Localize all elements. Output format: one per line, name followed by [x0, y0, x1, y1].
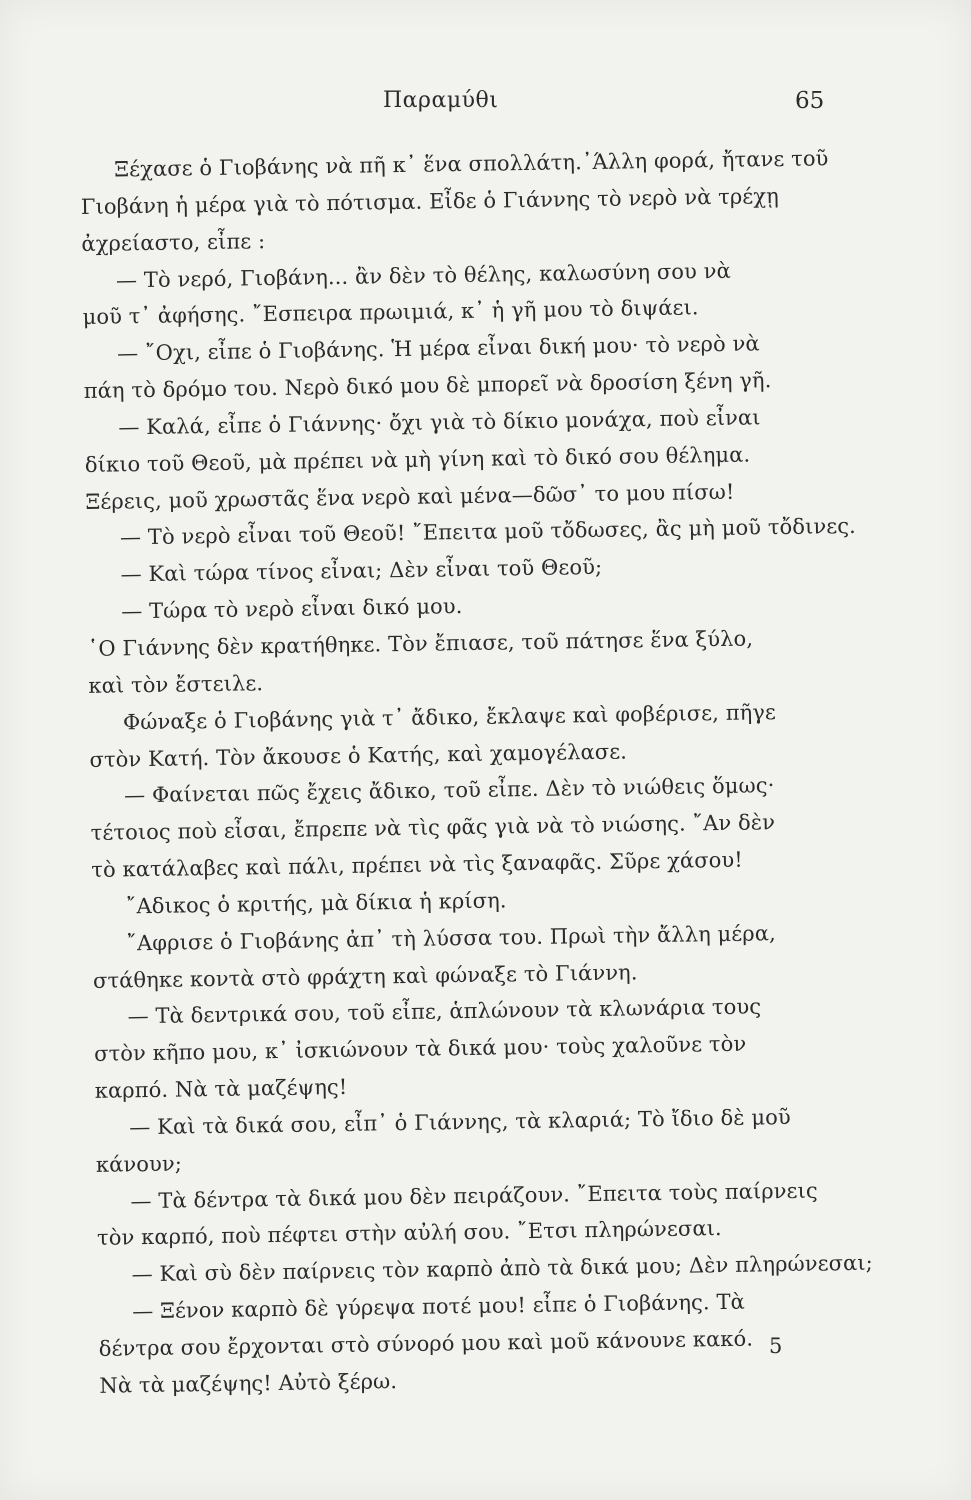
text-line: καρπό. Νὰ τὰ μαζέψης!	[94, 1075, 348, 1103]
text-line: τὸν καρπό, ποὺ πέφτει στὴν αὐλή σου. ῎Ετσι πληρώνεσαι.	[96, 1216, 722, 1251]
text-line: ῎Αφρισε ὁ Γιοβάνης ἀπ᾿ τὴ λύσσα του. Πρωὶ τὴν ἄλλη μέρα,	[126, 920, 776, 956]
text-line: — ῎Οχι, εἶπε ὁ Γιοβάνης. Ἡ μέρα εἶναι δική μου· τὸ νερὸ νὰ	[116, 331, 760, 366]
text-line: δέντρα σου ἔρχονται στὸ σύνορό μου καὶ μοῦ κάνουνε κακό.	[98, 1326, 754, 1361]
text-line: — Φαίνεται πῶς ἔχεις ἄδικο, τοῦ εἶπε. Δὲν τὸ νιώθεις ὅμως·	[123, 773, 775, 808]
text-line: Φώναξε ὁ Γιοβάνης γιὰ τ᾿ ἄδικο, ἔκλαψε καὶ φοβέρισε, πῆγε	[122, 699, 777, 735]
text-line: ῾Ο Γιάννης δὲν κρατήθηκε. Τὸν ἔπιασε, τοῦ πάτησε ἕνα ξύλο,	[87, 626, 754, 661]
text-line: Νὰ τὰ μαζέψης! Αὐτὸ ξέρω.	[99, 1369, 398, 1398]
text-line: — Τὰ δέντρα τὰ δικά μου δὲν πειράζουν. ῎Επειτα τοὺς παίρνεις	[130, 1178, 818, 1213]
text-line: — Ξένον καρπὸ δὲ γύρεψα ποτέ μου! εἶπε ὁ Γιοβάνης. Τὰ	[132, 1289, 746, 1324]
body-text	[80, 139, 900, 1404]
text-line: — Τὰ δεντρικά σου, τοῦ εἶπε, ἁπλώνουν τὰ κλωνάρια τους	[127, 994, 762, 1029]
text-line: καὶ τὸν ἔστειλε.	[88, 671, 264, 698]
text-line: στὸν κῆπο μου, κ᾿ ἰσκιώνουν τὰ δικά μου· τοὺς χαλοῦνε τὸν	[93, 1031, 747, 1067]
text-line: ἀχρείαστο, εἶπε :	[81, 228, 266, 256]
text-line: — Τὸ νερὸ εἶναι τοῦ Θεοῦ! ῎Επειτα μοῦ τὄδωσες, ἂς μὴ μοῦ τὄδινες.	[119, 514, 857, 550]
text-line: ῎Αδικος ὁ κριτής, μὰ δίκια ἡ κρίση.	[125, 888, 507, 919]
text-line: δίκιο τοῦ Θεοῦ, μὰ πρέπει νὰ μὴ γίνη καὶ τὸ δικό σου θέλημα.	[84, 442, 751, 477]
text-line: στὸν Κατή. Τὸν ἄκουσε ὁ Κατής, καὶ χαμογέλασε.	[89, 738, 628, 772]
page-number: 65	[795, 88, 825, 114]
text-line: μοῦ τ᾿ ἀφήσης. ῎Εσπειρα πρωιμιά, κ᾿ ἡ γῆ μου τὸ διψάει.	[82, 295, 699, 330]
text-line: — Καλά, εἶπε ὁ Γιάννης· ὄχι γιὰ τὸ δίκιο μονάχα, ποὺ εἶναι	[118, 405, 761, 440]
text-line: — Τὸ νερό, Γιοβάνη... ἂν δὲν τὸ θέλης, καλωσύνη σου νὰ	[115, 258, 732, 292]
running-title: Παραμύθι	[383, 88, 499, 113]
text-line: Γιοβάνη ἡ μέρα γιὰ τὸ πότισμα. Εἶδε ὁ Γιάννης τὸ νερὸ νὰ τρέχῃ	[80, 183, 779, 219]
text-line: — Καὶ τώρα τίνος εἶναι; Δὲν εἶναι τοῦ Θεοῦ;	[120, 555, 603, 587]
text-line: κάνουν;	[95, 1151, 183, 1177]
signature-mark: 5	[769, 1334, 783, 1358]
text-line: τέτοιος ποὺ εἶσαι, ἔπρεπε νὰ τὶς φᾶς γιὰ νὰ τὸ νιώσης. ῎Αν δὲν	[90, 810, 776, 846]
text-line: πάη τὸ δρόμο του. Νερὸ δικό μου δὲ μπορεῖ νὰ δροσίση ξένη γῆ.	[83, 368, 772, 404]
text-line: Ξέρεις, μοῦ χρωστᾶς ἕνα νερὸ καὶ μένα—δῶσ᾿ το μου πίσω!	[85, 479, 735, 514]
text-line: — Τώρα τὸ νερὸ εἶναι δικό μου.	[121, 594, 463, 624]
text-line: τὸ κατάλαβες καὶ πάλι, πρέπει νὰ τὶς ξαναφᾶς. Σῦρε χάσου!	[91, 847, 743, 882]
text-line: στάθηκε κοντὰ στὸ φράχτη καὶ φώναξε τὸ Γιάννη.	[92, 959, 638, 993]
text-line: — Καὶ τὰ δικά σου, εἶπ᾿ ὁ Γιάννης, τὰ κλαριά; Τὸ ἴδιο δὲ μοῦ	[129, 1104, 791, 1140]
text-line: — Καὶ σὺ δὲν παίρνεις τὸν καρπὸ ἀπὸ τὰ δικά μου; Δὲν πληρώνεσαι;	[131, 1250, 874, 1287]
text-line: Ξέχασε ὁ Γιοβάνης νὰ πῆ κ᾿ ἕνα σπολλάτη.᾿Άλλη φορά, ἤτανε τοῦ	[114, 146, 829, 182]
running-head	[0, 88, 971, 128]
